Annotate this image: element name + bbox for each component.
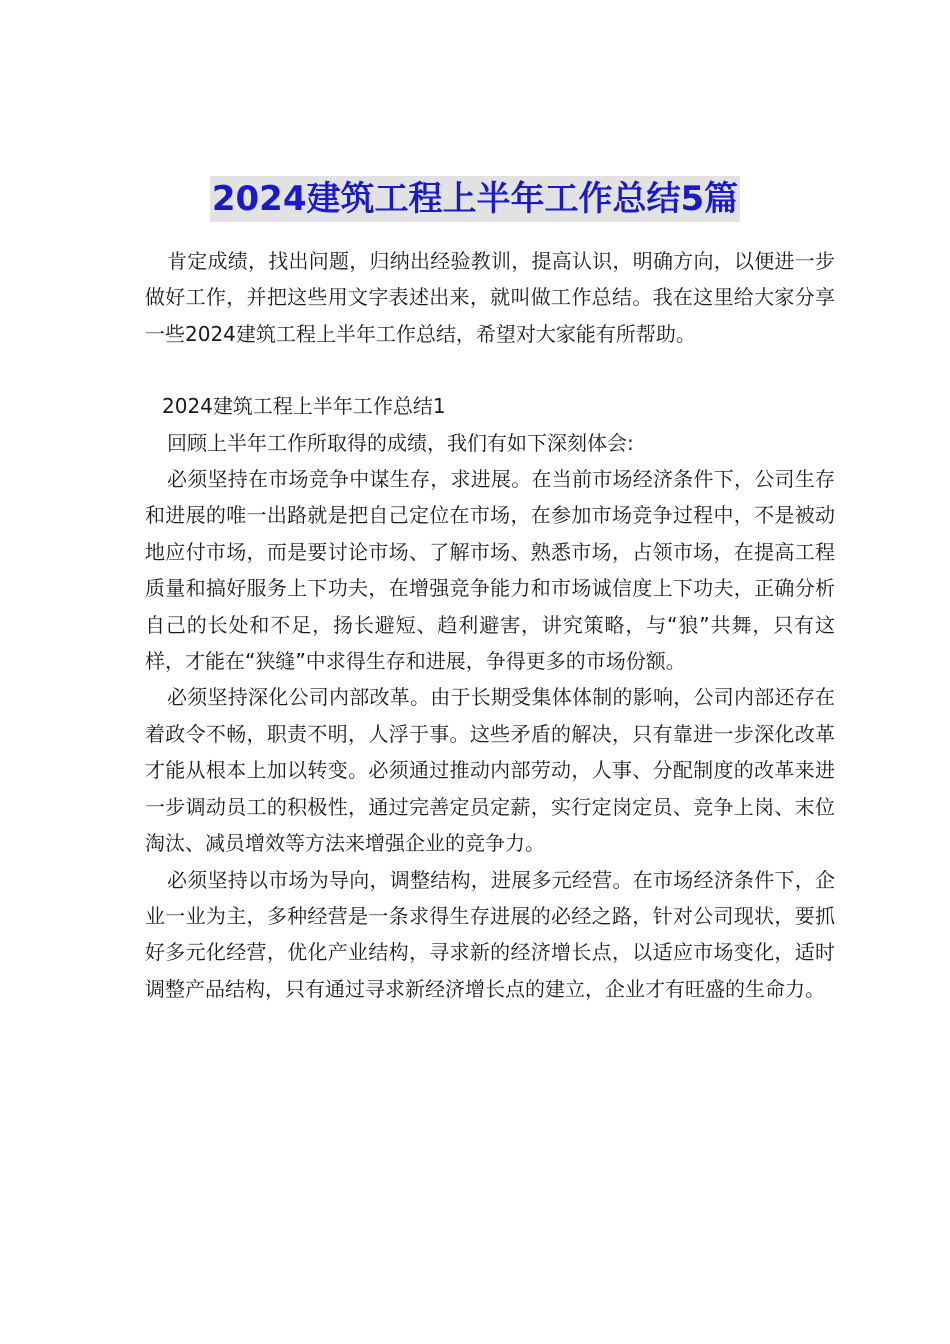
intro-paragraph: 肯定成绩，找出问题，归纳出经验教训，提高认识，明确方向，以便进一步做好工作，并把这些用文字表述出来，就叫做工作总结。我在这里给大家分享一些2024建筑工程上半年工作总结，希望对大家能有所帮助。 bbox=[145, 249, 835, 346]
document-title bbox=[0, 176, 950, 222]
body-paragraph: 必须坚持深化公司内部改革。由于长期受集体体制的影响，公司内部还存在着政令不畅，职责不明，人浮于事。这些矛盾的解决，只有靠进一步深化改革才能从根本上加以转变。必须通过推动内部劳动，人事、分配制度的改革来进一步调动员工的积极性，通过完善定员定薪，实行定岗定员、竞争上岗、末位淘汰、减员增效等方法来增强企业的竞争力。 bbox=[145, 685, 835, 856]
document-body bbox=[145, 243, 835, 1007]
body-paragraph: 必须坚持以市场为导向，调整结构，进展多元经营。在市场经济条件下，企业一业为主，多种经营是一条求得生存进展的必经之路，针对公司现状，要抓好多元化经营，优化产业结构，寻求新的经济增长点，以适应市场变化，适时调整产品结构，只有通过寻求新经济增长点的建立，企业才有旺盛的生命力。 bbox=[145, 867, 835, 1001]
body-paragraph: 必须坚持在市场竞争中谋生存，求进展。在当前市场经济条件下，公司生存和进展的唯一出路就是把自己定位在市场，在参加市场竞争过程中，不是被动地应付市场，而是要讨论市场、了解市场、熟悉市场，占领市场，在提高工程质量和搞好服务上下功夫，在增强竞争能力和市场诚信度上下功夫，正确分析自己的长处和不足，扬长避短、趋利避害，讲究策略，与“狼”共舞，只有这样，才能在“狭缝”中求得生存和进展，争得更多的市场份额。 bbox=[145, 467, 835, 674]
document-title-text: 2024建筑工程上半年工作总结5篇 bbox=[210, 176, 740, 222]
section-heading: 2024建筑工程上半年工作总结1 bbox=[162, 394, 446, 419]
body-paragraph: 回顾上半年工作所取得的成绩，我们有如下深刻体会: bbox=[167, 430, 634, 455]
